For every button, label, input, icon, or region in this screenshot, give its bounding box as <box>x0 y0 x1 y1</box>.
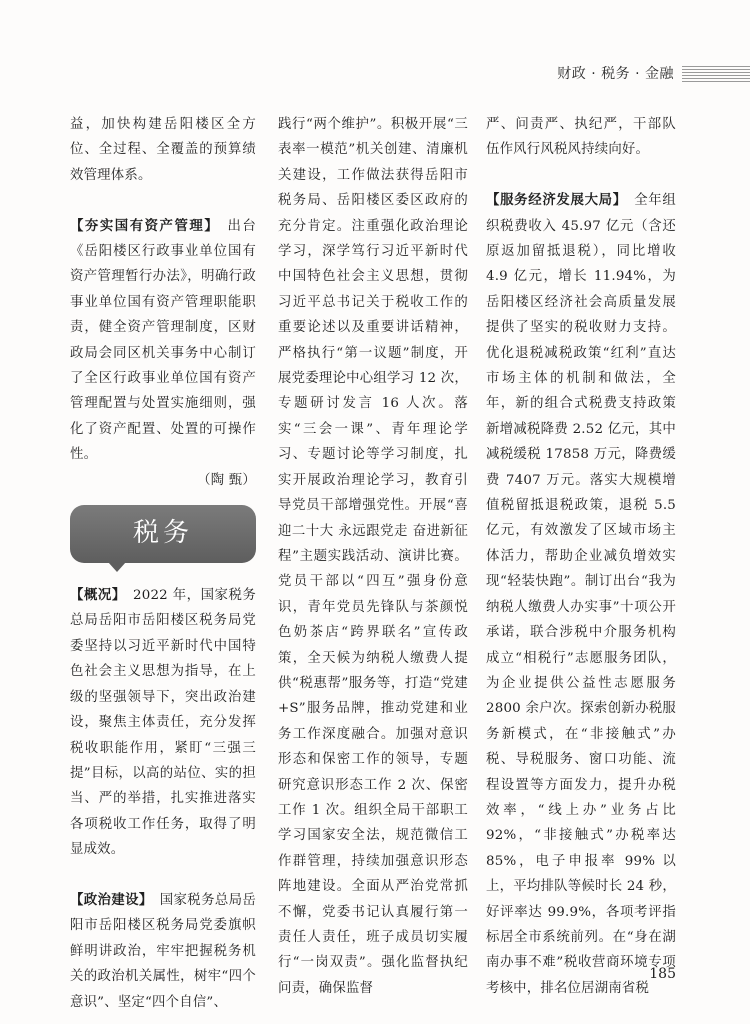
paragraph-heading: 【夯实国有资产管理】 <box>70 218 213 234</box>
text-column-1 <box>70 112 256 1015</box>
paragraph-body: 全年组织税费收入 45.97 亿元（含还原返加留抵退税），同比增收 4.9 亿元，增长 11.94%，为岳阳楼区经济社会高质量发展提供了坚实的税收财力支持。优化退税减税政策“红利”直达市场主体的机制和做法，全年，新的组合式税费支持政策新增减税降费 2.52 亿元，其中减税缓税 17858 万元，降费缓费 7407 万元。落实大规模增值税留抵退税政策，退税 5.5 亿元，有效激发了区域市场主体活力，帮助企业减负增效实现“轻装快跑”。制订出台“我为纳税人缴费人办实事”十项公开承诺，联合涉税中介服务机构成立“相税行”志愿服务团队，为企业提供公益性志愿服务 2800 余户次。探索创新办税服务新模式，在“非接触式”办税、导税服务、窗口功能、流程设置等方面发力，提升办税效率，“线上办”业务占比 92%，“非接触式”办税率达 85%，电子申报率 99% 以上，平均排队等候时长 24 秒，好评率达 99.9%，各项考评指标居全市系统前列。在“身在湖南办事不难”税收营商环境专项考核中，排名位居湖南省税 <box>486 193 676 996</box>
page-number: 185 <box>649 966 676 982</box>
paragraph-overview <box>70 583 256 862</box>
paragraph-asset-management <box>70 214 256 468</box>
section-label: 财政 · 税务 · 金融 <box>557 66 674 82</box>
text-column-2 <box>278 112 468 1001</box>
paragraph-economic-service <box>486 188 676 1001</box>
paragraph: 严、问责严、执纪严，干部队伍作风行风税风持续向好。 <box>486 117 676 158</box>
paragraph-body: 国家税务总局岳阳市岳阳楼区税务局党委旗帜鲜明讲政治，牢牢把握税务机关的政治机关属性，树牢“四个意识”、坚定“四个自信”、 <box>70 892 256 1010</box>
paragraph-heading: 【服务经济发展大局】 <box>486 193 621 209</box>
paragraph-heading: 【概况】 <box>70 588 120 604</box>
paragraph-heading: 【政治建设】 <box>70 892 146 908</box>
paragraph: 践行“两个维护”。积极开展“三表率一模范”机关创建、清廉机关建设，工作做法获得岳阳市税务局、岳阳楼区委区政府的充分肯定。注重强化政治理论学习，深学笃行习近平新时代中国特色社会主义思想，贯彻习近平总书记关于税收工作的重要论述以及重要讲话精神，严格执行“第一议题”制度，开展党委理论中心组学习 12 次，专题研讨发言 16 人次。落实“三会一课”、青年理论学习、专题讨论等学习制度，扎实开展政治理论学习，教育引导党员干部增强党性。开展“喜迎二十大 永远跟党走 奋进新征程”主题实践活动、演讲比赛。党员干部以“四互”强身份意识，青年党员先锋队与茶颜悦色奶茶店“跨界联名”宣传政策，全天候为纳税人缴费人提供“税惠帮”服务等，打造“党建 +S”服务品牌，推动党建和业务工作深度融合。加强对意识形态和保密工作的领导，专题研究意识形态工作 2 次、保密工作 1 次。组织全局干部职工学习国家安全法，规范微信工作群管理，持续加强意识形态阵地建设。全面从严治党常抓不懈，党委书记认真履行第一责任人责任，班子成员切实履行“一岗双责”。强化监督执纪问责，确保监督 <box>278 117 468 996</box>
text-column-3 <box>486 112 676 1001</box>
header-decoration <box>682 66 750 82</box>
running-header <box>538 60 750 88</box>
paragraph-body: 出台《岳阳楼区行政事业单位国有资产管理暂行办法》，明确行政事业单位国有资产管理职能职责，健全资产管理制度，区财政局会同区机关事务中心制订了全区行政事业单位国有资产管理配置与处置实施细则，强化了资产配置、处置的可操作性。 <box>70 218 256 463</box>
paragraph-body: 2022 年，国家税务总局岳阳市岳阳楼区税务局党委坚持以习近平新时代中国特色社会主义思想为指导，在上级的坚强领导下，突出政治建设，聚焦主体责任，充分发挥税收职能作用，紧盯“三强三提”目标，以高的站位、实的担当、严的举措，扎实推进落实各项税收工作任务，取得了明显成效。 <box>70 588 257 858</box>
paragraph-political-building <box>70 888 256 1015</box>
section-banner <box>70 505 256 563</box>
author-credit: （陶 甄） <box>197 472 256 488</box>
section-title: 税务 <box>132 518 193 549</box>
paragraph: 益，加快构建岳阳楼区全方位、全过程、全覆盖的预算绩效管理体系。 <box>70 117 256 183</box>
